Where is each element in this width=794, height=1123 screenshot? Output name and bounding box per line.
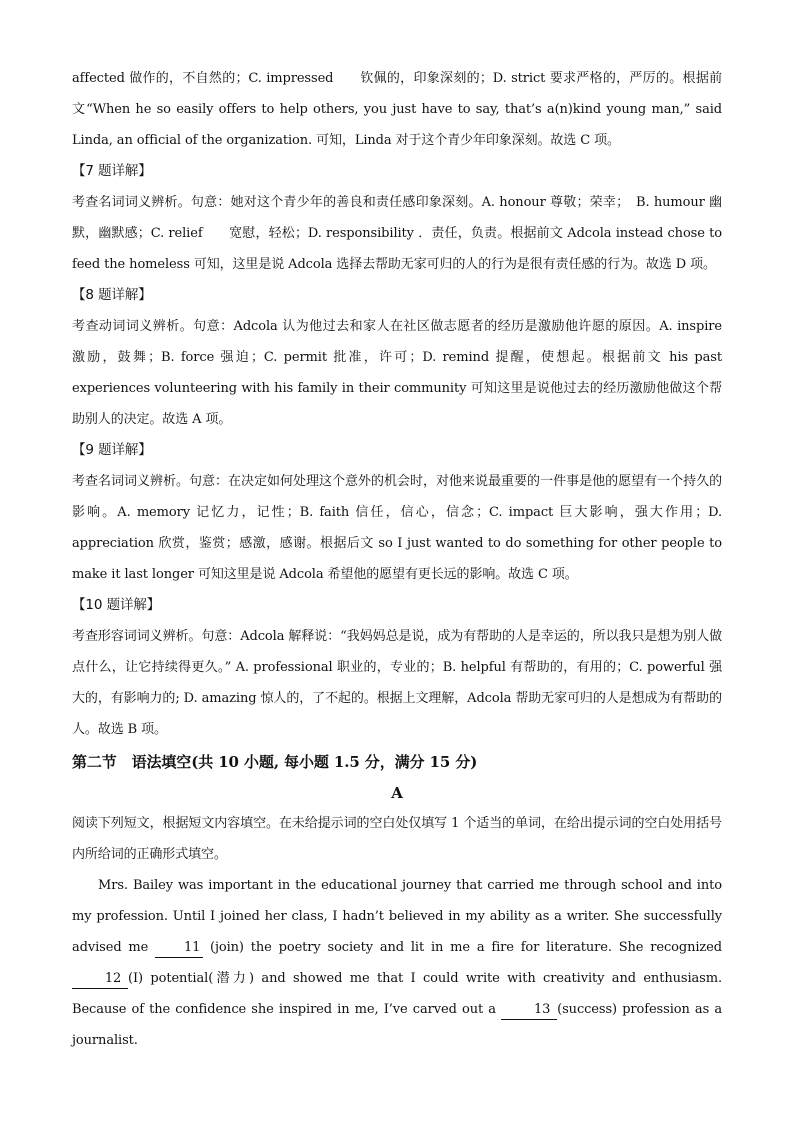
blank-12: 12 [72,970,128,989]
document-page [72,63,748,1056]
passage-text: (I) potential(潜力) and showed me that I could write with creativity and enthusiasm. Because of the confidence she inspired in me, I’ve carved out a [72,971,722,1017]
blank-11: 11 [155,939,203,958]
blank-13: 13 [501,1001,557,1020]
question-10-heading: 【10 题详解】 [72,597,161,613]
question-9-heading: 【9 题详解】 [72,442,152,458]
explanation-6-continued: affected 做作的，不自然的；C. impressed 钦佩的，印象深刻的；D. strict 要求严格的，严厉的。根据前文“When he so easily offers to help others, you just have to say, that’s a(n)kind young man,” said Linda, an official of the organization. 可知，Linda 对于这个青少年印象深刻。故选 C 项。 [72,71,722,148]
passage-text: (join) the poetry society and lit in me a fire for literature. She recognized [203,940,722,955]
explanation-10: 考查形容词词义辨析。句意：Adcola 解释说：“我妈妈总是说，成为有帮助的人是幸运的，所以我只是想为别人做点什么，让它持续得更久。” A. professional 职业的，专业的；B. helpful 有帮助的，有用的；C. powerful 强大的，有影响力的; D. amazing 惊人的，了不起的。根据上文理解，Adcola 帮助无家可归的人是想成为有帮助的人。故选 B 项。 [72,629,722,737]
explanation-7: 考查名词词义辨析。句意：她对这个青少年的善良和责任感印象深刻。A. honour 尊敬；荣幸； B. humour 幽默，幽默感；C. relief 宽慰，轻松；D. responsibility ．责任，负责。根据前文 Adcola instead chose to feed the homeless 可知，这里是说 Adcola 选择去帮助无家可归的人的行为是很有责任感的行为。故选 D 项。 [72,195,722,272]
instructions: 阅读下列短文，根据短文内容填空。在未给提示词的空白处仅填写 1 个适当的单词，在给出提示词的空白处用括号内所给词的正确形式填空。 [72,816,722,862]
explanation-9: 考查名词词义辨析。句意：在决定如何处理这个意外的机会时，对他来说最重要的一件事是他的愿望有一个持久的影响。A. memory 记忆力，记性；B. faith 信任，信心，信念；C. impact 巨大影响，强大作用；D. appreciation 欣赏，鉴赏；感激，感谢。根据后文 so I just wanted to do something for other people to make it last longer 可知这里是说 Adcola 希望他的愿望有更长远的影响。故选 C 项。 [72,474,722,582]
passage-text: (success) profession as a journalist. [72,1002,722,1048]
question-8-heading: 【8 题详解】 [72,287,152,303]
passage-paragraph [72,870,722,1056]
section-title: 第二节 语法填空(共 10 小题, 每小题 1.5 分，满分 15 分) [72,753,478,771]
question-7-heading: 【7 题详解】 [72,163,152,179]
part-label: A [391,784,403,802]
passage-text: Mrs. Bailey was important in the educational journey that carried me through school and into my profession. Until I joined her class, I hadn’t believed in my ability as a writer. She successfully advised me [72,878,722,955]
explanation-8: 考查动词词义辨析。句意：Adcola 认为他过去和家人在社区做志愿者的经历是激励他许愿的原因。A. inspire 激励，鼓舞；B. force 强迫；C. permit 批准，许可；D. remind 提醒，使想起。根据前文 his past experiences volunteering with his family in their community 可知这里是说他过去的经历激励他做这个帮助别人的决定。故选 A 项。 [72,319,748,427]
